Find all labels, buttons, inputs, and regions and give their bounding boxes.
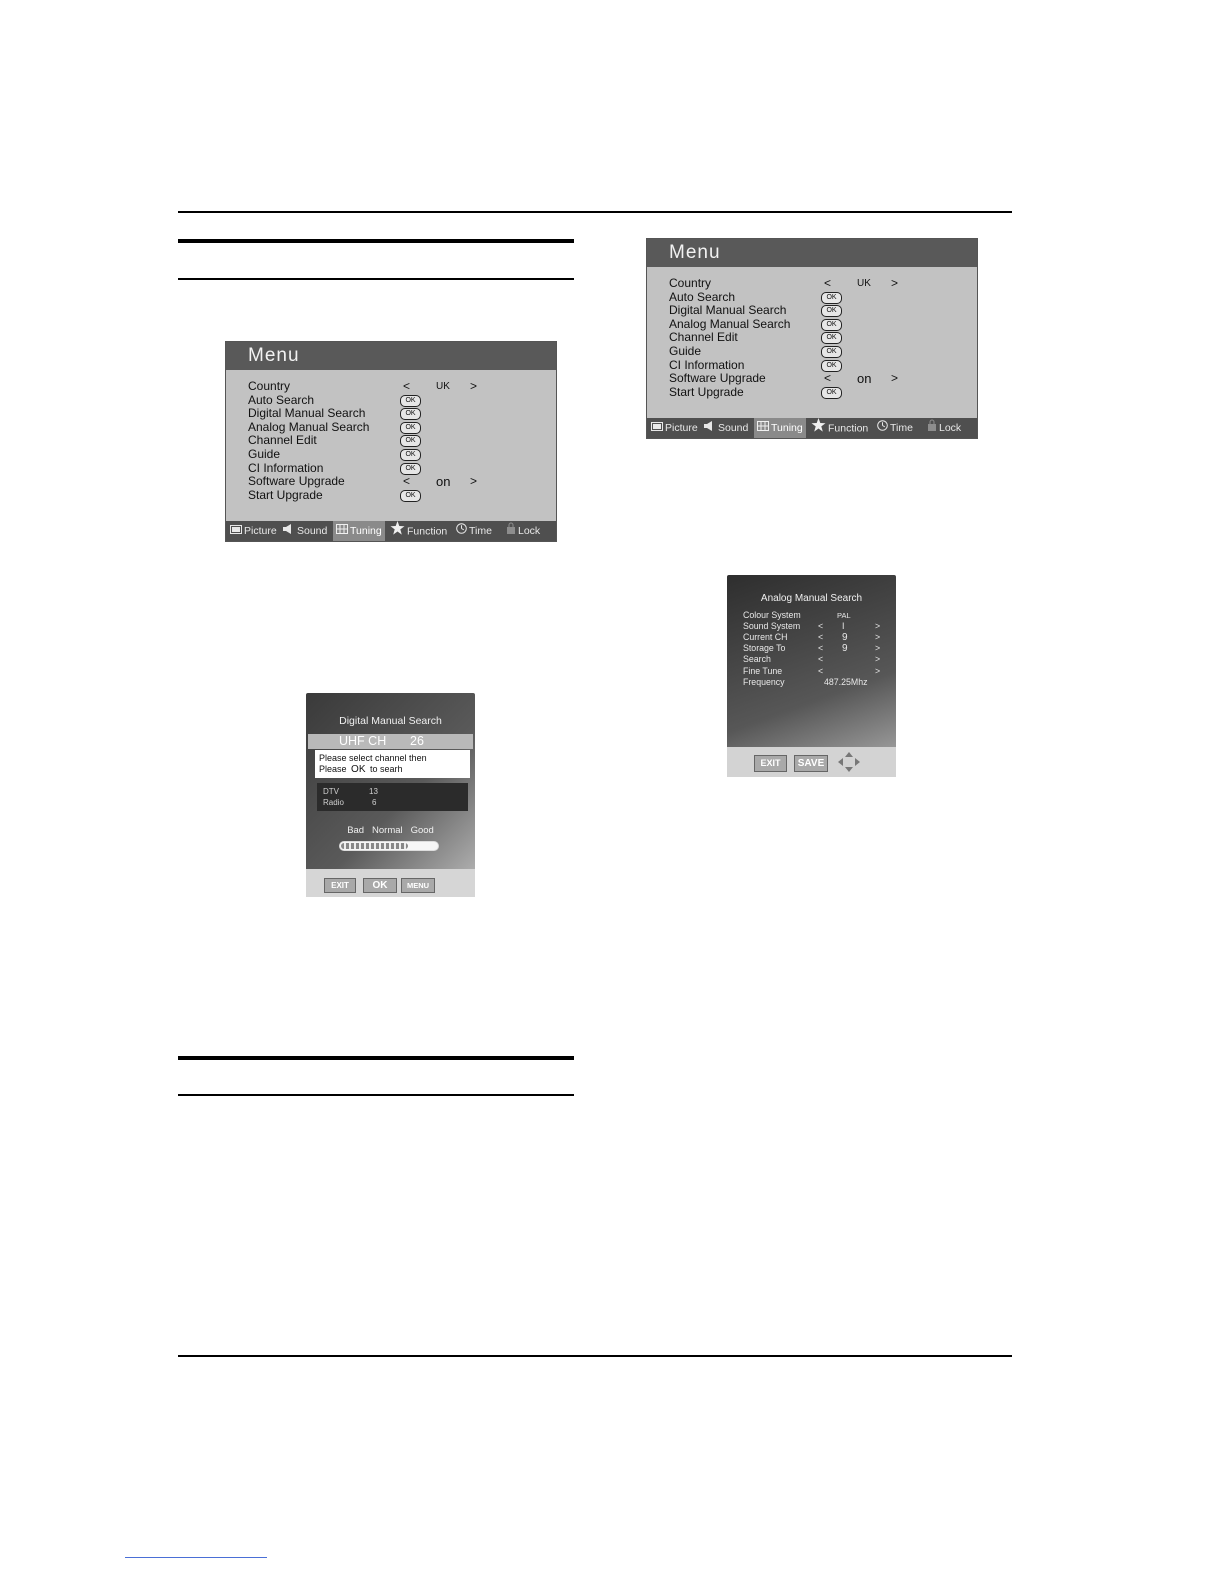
right-arrow-icon[interactable]: > <box>875 621 881 632</box>
ams-row-label: Frequency <box>743 676 785 687</box>
tab-label: Sound <box>297 525 328 537</box>
menu-button[interactable]: MENU <box>401 878 435 893</box>
tab-picture[interactable] <box>230 521 277 541</box>
menu-item-guide[interactable] <box>669 345 977 359</box>
left-arrow-icon[interactable]: < <box>403 379 411 393</box>
tuning-menu-screen-right <box>646 238 978 439</box>
count-value: 6 <box>372 798 377 807</box>
menu-item-analog-manual-search[interactable] <box>669 318 977 332</box>
menu-item-value: on <box>857 371 872 387</box>
menu-item-label: CI Information <box>669 357 745 372</box>
tab-sound[interactable] <box>704 418 748 438</box>
menu-title: Menu <box>226 342 556 370</box>
picture-icon <box>651 418 663 438</box>
count-value: 13 <box>369 787 378 796</box>
tab-label: Tuning <box>350 525 382 537</box>
tuning-grid-icon <box>757 418 769 438</box>
quality-good: Good <box>410 825 434 836</box>
header-rule <box>178 211 1012 213</box>
tab-function[interactable] <box>390 521 447 541</box>
right-arrow-icon[interactable]: > <box>470 379 478 393</box>
left-arrow-icon[interactable]: < <box>818 632 824 643</box>
ams-row-label: Sound System <box>743 621 801 632</box>
menu-item-label: Country <box>669 276 712 290</box>
menu-item-channel-edit[interactable] <box>248 434 556 448</box>
menu-item-auto-search[interactable] <box>248 394 556 408</box>
tab-tuning[interactable] <box>333 521 385 541</box>
menu-item-ci-information[interactable] <box>669 359 977 373</box>
star-icon <box>811 418 826 439</box>
ams-row-value: I <box>842 621 845 632</box>
menu-item-start-upgrade[interactable] <box>669 386 977 400</box>
tab-time[interactable] <box>456 521 492 541</box>
right-arrow-icon[interactable]: > <box>875 632 881 643</box>
left-arrow-icon[interactable]: < <box>818 654 824 665</box>
clock-icon <box>456 521 467 541</box>
menu-item-digital-manual-search[interactable] <box>248 407 556 421</box>
ams-row-label: Search <box>743 654 771 665</box>
left-arrow-icon[interactable]: < <box>818 643 824 654</box>
right-arrow-icon[interactable]: > <box>891 276 899 290</box>
ok-key-icon[interactable]: OK <box>400 449 421 461</box>
lock-icon <box>927 418 937 438</box>
tab-label: Time <box>469 525 492 537</box>
menu-item-label: Analog Manual Search <box>669 316 791 331</box>
ok-key-icon[interactable]: OK <box>821 387 842 399</box>
menu-tab-bar <box>647 418 977 438</box>
ams-row-current-ch[interactable] <box>743 632 888 643</box>
menu-title: Menu <box>647 239 977 267</box>
ams-row-search[interactable] <box>743 654 888 665</box>
right-arrow-icon[interactable]: > <box>891 371 899 386</box>
service-counts <box>317 783 468 811</box>
lock-icon <box>506 521 516 541</box>
tab-label: Lock <box>939 422 962 434</box>
speaker-icon <box>283 521 295 541</box>
band-label: UHF CH <box>339 734 387 748</box>
tab-label: Function <box>407 525 448 538</box>
tab-label: Sound <box>718 422 749 434</box>
ams-row-fine-tune[interactable] <box>743 666 888 677</box>
analog-manual-search-screen <box>727 575 896 777</box>
ams-row-value: 9 <box>842 643 848 655</box>
ok-key-icon[interactable]: OK <box>400 435 421 447</box>
tab-label: Picture <box>244 525 277 537</box>
ok-key-icon[interactable]: OK <box>821 346 842 358</box>
message-to-search: to searh <box>370 764 403 774</box>
message-ok-key: OK <box>351 764 366 775</box>
speaker-icon <box>704 418 716 438</box>
exit-button[interactable]: EXIT <box>754 755 787 772</box>
menu-item-label: Country <box>248 379 291 393</box>
tab-tuning[interactable] <box>754 418 806 438</box>
save-button[interactable]: SAVE <box>794 755 828 772</box>
footnote-rule <box>125 1557 267 1558</box>
menu-item-label: Digital Manual Search <box>248 406 366 421</box>
menu-item-label: Auto Search <box>669 289 736 304</box>
instruction-message <box>315 750 470 778</box>
ok-key-icon[interactable]: OK <box>400 463 421 475</box>
menu-item-start-upgrade[interactable] <box>248 489 556 503</box>
ok-key-icon[interactable]: OK <box>400 408 421 420</box>
menu-item-guide[interactable] <box>248 448 556 462</box>
ok-key-icon[interactable]: OK <box>821 292 842 304</box>
section-rule-top-thick <box>178 239 574 243</box>
dms-title: Digital Manual Search <box>339 715 442 727</box>
menu-item-label: Guide <box>248 446 281 461</box>
tuning-menu-screen-left <box>225 341 557 542</box>
right-arrow-icon[interactable]: > <box>470 474 478 489</box>
tab-label: Time <box>890 422 913 434</box>
direction-pad-icon[interactable] <box>837 751 861 773</box>
ams-row-value: 487.25Mhz <box>824 676 868 687</box>
right-arrow-icon[interactable]: > <box>875 643 881 654</box>
right-arrow-icon[interactable]: > <box>875 654 881 665</box>
ams-row-frequency[interactable] <box>743 677 888 688</box>
star-icon <box>390 521 405 542</box>
exit-button[interactable]: EXIT <box>324 878 356 893</box>
ams-button-bar <box>727 747 896 777</box>
tab-label: Tuning <box>771 422 803 434</box>
menu-item-label: Auto Search <box>248 392 315 407</box>
menu-item-label: Digital Manual Search <box>669 303 787 318</box>
ams-row-label: Fine Tune <box>743 665 783 676</box>
count-label: Radio <box>323 798 344 807</box>
tuning-grid-icon <box>336 521 348 541</box>
count-row-dtv <box>323 786 462 797</box>
footer-rule <box>178 1355 1012 1357</box>
ams-row-value: PAL <box>837 611 851 620</box>
menu-item-label: CI Information <box>248 460 324 475</box>
ams-title: Analog Manual Search <box>760 593 863 604</box>
menu-tab-bar <box>226 521 556 541</box>
left-arrow-icon[interactable]: < <box>824 371 832 386</box>
menu-item-software-upgrade[interactable] <box>669 372 977 386</box>
left-arrow-icon[interactable]: < <box>818 665 824 676</box>
signal-quality-bar <box>339 841 439 851</box>
ams-row-value: 9 <box>842 632 848 644</box>
tab-lock[interactable] <box>506 521 540 541</box>
message-please: Please <box>319 764 347 774</box>
right-arrow-icon[interactable]: > <box>875 665 881 676</box>
left-arrow-icon[interactable]: < <box>824 276 832 290</box>
menu-items <box>669 277 977 399</box>
menu-item-analog-manual-search[interactable] <box>248 421 556 435</box>
ok-key-icon[interactable]: OK <box>400 490 421 502</box>
clock-icon <box>877 418 888 438</box>
channel-number: 26 <box>410 734 424 748</box>
menu-item-channel-edit[interactable] <box>669 331 977 345</box>
menu-item-label: Guide <box>669 343 702 358</box>
count-label: DTV <box>323 787 339 796</box>
channel-bar[interactable] <box>308 734 473 749</box>
menu-item-label: Start Upgrade <box>669 384 744 399</box>
menu-item-label: Channel Edit <box>669 330 738 345</box>
ams-row-label: Current CH <box>743 632 788 643</box>
count-row-radio <box>323 797 462 808</box>
menu-item-country[interactable] <box>669 277 977 291</box>
ams-row-label: Storage To <box>743 643 786 654</box>
ams-row-storage-to[interactable] <box>743 643 888 654</box>
menu-item-label: Software Upgrade <box>669 371 766 386</box>
section-rule-bottom-thin <box>178 1094 574 1096</box>
tab-label: Picture <box>665 422 698 434</box>
tab-picture[interactable] <box>651 418 698 438</box>
menu-item-label: Analog Manual Search <box>248 419 370 434</box>
menu-item-label: Channel Edit <box>248 433 317 448</box>
ok-key-icon[interactable]: OK <box>821 360 842 372</box>
signal-quality-fill <box>341 843 408 849</box>
tab-function[interactable] <box>811 418 868 438</box>
tab-time[interactable] <box>877 418 913 438</box>
menu-item-value: UK <box>857 278 871 289</box>
menu-item-ci-information[interactable] <box>248 462 556 476</box>
left-arrow-icon[interactable]: < <box>818 621 824 632</box>
ok-key-icon[interactable]: OK <box>400 395 421 407</box>
ok-key-icon[interactable]: OK <box>821 332 842 344</box>
quality-normal: Normal <box>372 825 403 836</box>
menu-item-software-upgrade[interactable] <box>248 475 556 489</box>
menu-item-label: Software Upgrade <box>248 474 345 489</box>
signal-quality-labels <box>306 825 475 836</box>
menu-item-value: UK <box>436 381 450 392</box>
ams-row-label: Colour System <box>743 610 801 620</box>
picture-icon <box>230 521 242 541</box>
ams-row-colour-system[interactable] <box>743 610 888 621</box>
ams-row-sound-system[interactable] <box>743 621 888 632</box>
ok-button[interactable]: OK <box>363 878 397 893</box>
tab-sound[interactable] <box>283 521 327 541</box>
tab-label: Function <box>828 422 869 435</box>
tab-label: Lock <box>518 525 541 537</box>
menu-item-value: on <box>436 474 451 490</box>
message-line-1: Please select channel then <box>319 753 427 763</box>
section-rule-bottom-thick <box>178 1056 574 1060</box>
message-line-2 <box>319 764 466 775</box>
menu-item-country[interactable] <box>248 380 556 394</box>
ok-key-icon[interactable]: OK <box>400 422 421 434</box>
menu-items <box>248 380 556 502</box>
ok-key-icon[interactable]: OK <box>821 319 842 331</box>
digital-manual-search-screen <box>306 693 475 897</box>
left-arrow-icon[interactable]: < <box>403 474 411 489</box>
menu-item-digital-manual-search[interactable] <box>669 304 977 318</box>
ok-key-icon[interactable]: OK <box>821 305 842 317</box>
menu-item-auto-search[interactable] <box>669 291 977 305</box>
quality-bad: Bad <box>347 825 365 836</box>
tab-lock[interactable] <box>927 418 961 438</box>
dms-button-bar <box>306 869 475 897</box>
menu-item-label: Start Upgrade <box>248 487 323 502</box>
section-rule-top-thin <box>178 278 574 280</box>
